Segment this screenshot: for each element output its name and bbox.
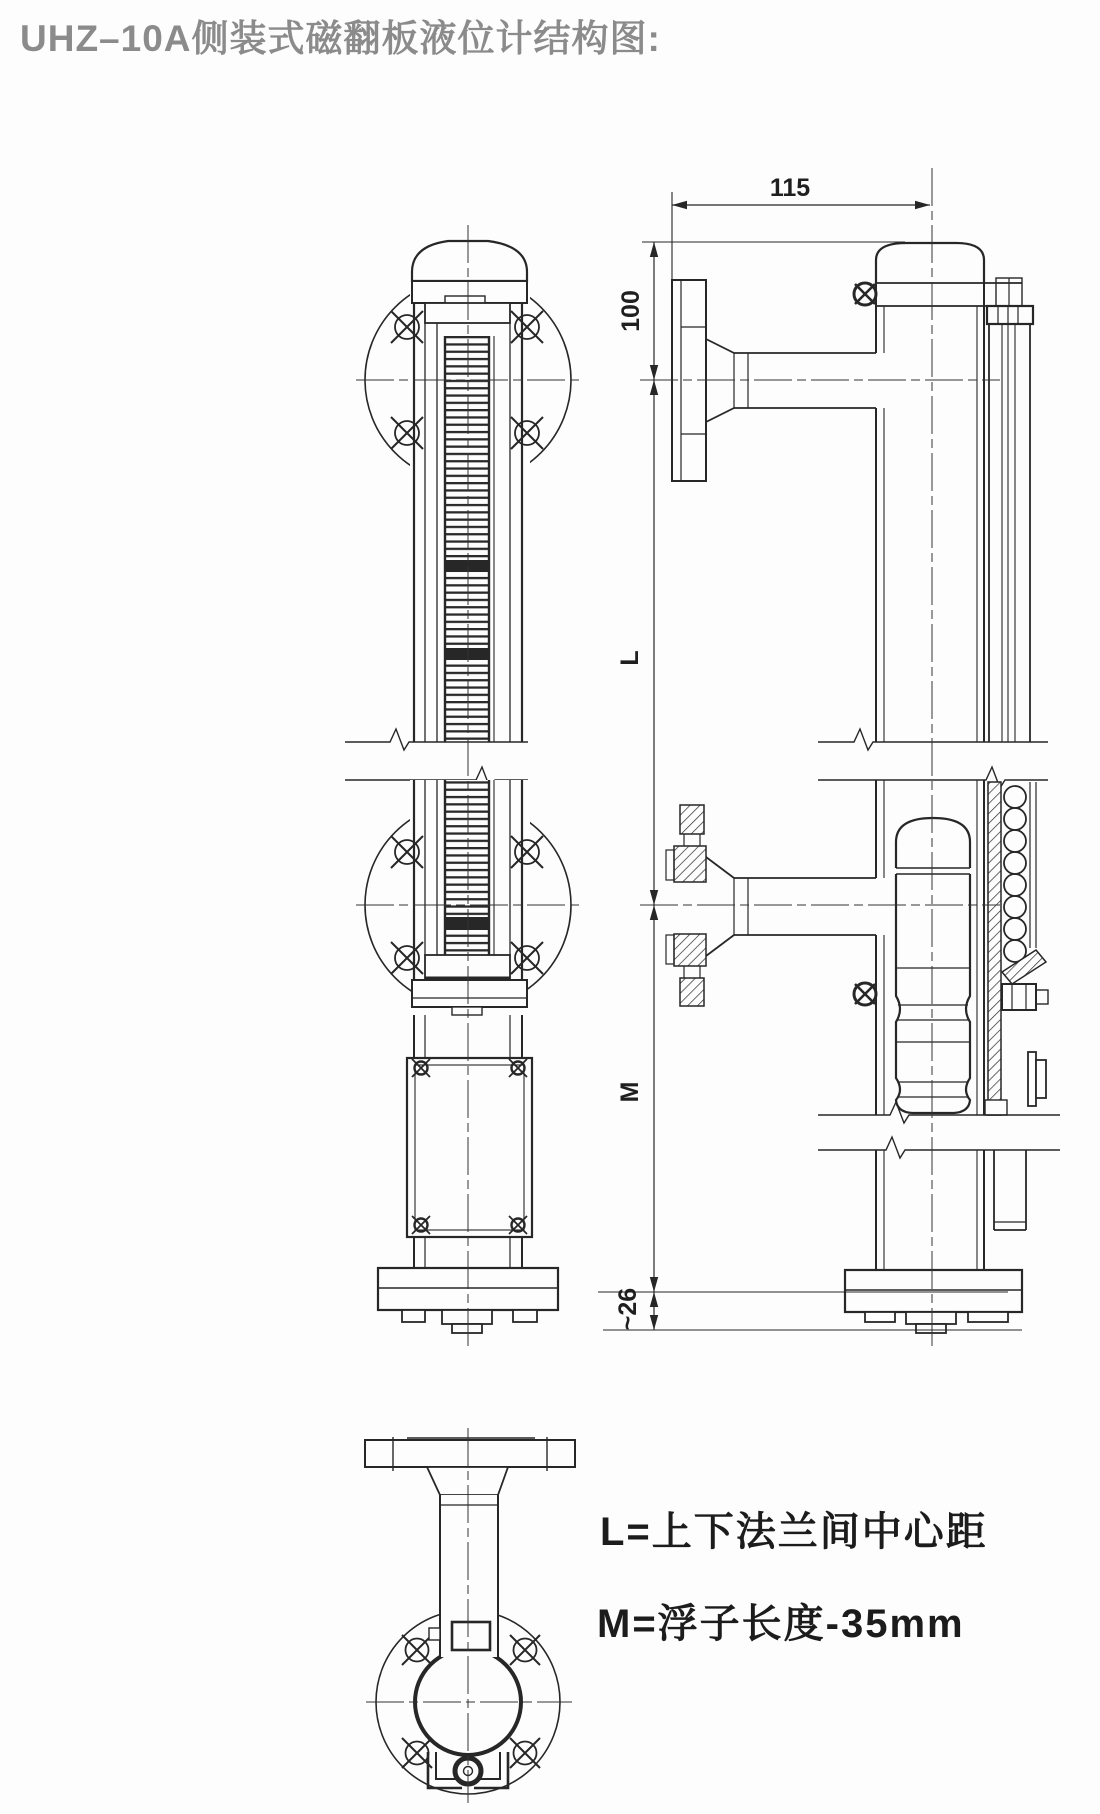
dim-115-label: 115 [769, 174, 811, 202]
front-bottom-housing [407, 980, 532, 1268]
drain-valve-icon [854, 983, 876, 1005]
dimension-annotations [598, 174, 1022, 1330]
screw-icon [509, 1059, 527, 1077]
side-top-cap [854, 243, 1022, 306]
bolt-icon [511, 836, 543, 868]
screw-icon [412, 1059, 430, 1077]
bolt-icon [391, 311, 423, 343]
bottom-view [365, 1437, 575, 1794]
front-column-lower [410, 780, 530, 980]
bottom-column [429, 1495, 498, 1657]
screw-icon [509, 1216, 527, 1234]
bolt-icon [391, 417, 423, 449]
dim-26-label: ~26 [613, 1287, 642, 1331]
front-terminal-box [407, 1058, 532, 1237]
side-float [896, 818, 970, 1113]
vent-valve-icon [854, 283, 876, 305]
legend-formula-l: L=上下法兰间中心距 [600, 1510, 988, 1554]
screw-icon [412, 1216, 430, 1234]
bolt-icon [511, 942, 543, 974]
bolt-icon [511, 311, 543, 343]
side-indicator-rail-upper [987, 306, 1033, 742]
bolt-icon [402, 1635, 432, 1665]
front-view [345, 238, 571, 1333]
side-dome [876, 243, 984, 283]
bottom-flange-bar [365, 1437, 575, 1495]
bolt-icon [510, 1635, 540, 1665]
side-chamber-upper [876, 283, 984, 742]
side-break-lines-upper [818, 729, 1048, 788]
legend-formula-m: M=浮子长度-35mm [597, 1602, 965, 1646]
front-column-upper [410, 238, 530, 742]
dim-L-label: L [615, 650, 644, 666]
dim-100-label: 100 [616, 290, 645, 332]
bolt-icon [391, 942, 423, 974]
page-title: UHZ–10A侧装式磁翻板液位计结构图: [20, 18, 661, 59]
side-view [666, 243, 1060, 1333]
bolt-icon [511, 417, 543, 449]
bolt-icon [391, 836, 423, 868]
bottom-rail-block [452, 1622, 490, 1650]
side-bottom [845, 1150, 1026, 1333]
side-indicator-rail-section [985, 782, 1048, 1115]
front-dome [412, 241, 527, 281]
dim-M-label: M [615, 1081, 644, 1103]
bolt-icon [510, 1738, 540, 1768]
front-flap-ladder-upper [445, 336, 489, 742]
side-break-lines-lower [818, 1102, 1060, 1158]
